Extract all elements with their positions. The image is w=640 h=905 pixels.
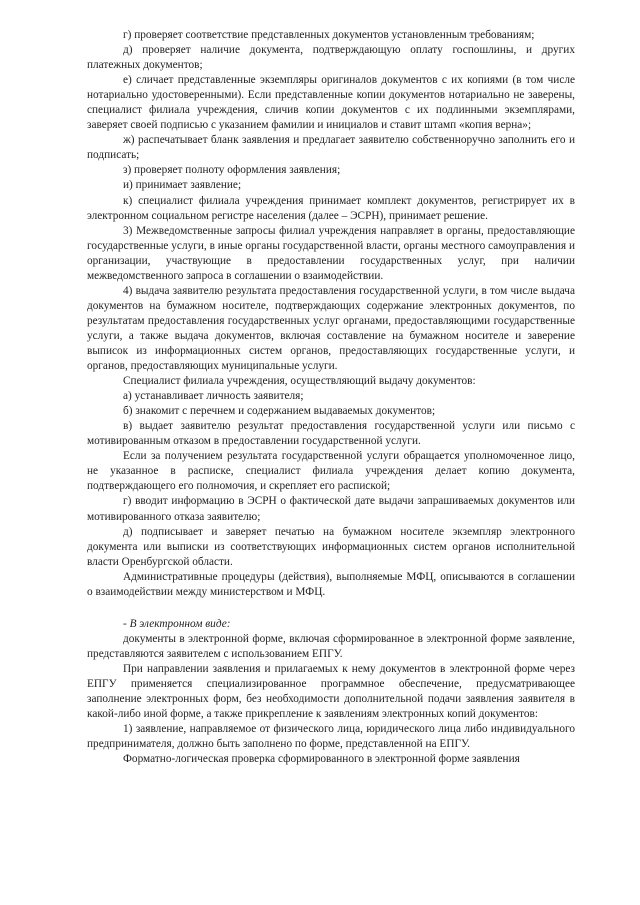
paragraph-g-enter-esrn: г) вводит информацию в ЭСРН о фактической дате выдачи запрашиваемых документов или мотивированного отказа заявителю; (87, 495, 575, 523)
paragraph-e-compare-copies: е) сличает представленные экземпляры оригиналов документов с их копиями (в том числе нотариально удостоверенными). Если представленные копии документов нотариально не заверены, специалист филиала учреждения, сличив копии документов с их подлинными экземплярами, заверяет своей подписью с указанием фамилии и инициалов и ставит штамп «копия верна»; (87, 74, 575, 132)
paragraph-4-issue-result: 4) выдача заявителю результата предоставления государственной услуги, в том числе выдача документов на бумажном носителе, подтверждающих содержание электронных документов, по результатам предоставления государственных услуг органами, предоставляющими государственные услуги, а также выдача документов, включая составление на бумажном носителе и заверение выписок из информационных систем органов, предоставляющих государственные услуги, и органов, предоставляющих муниципальные услуги. (87, 284, 575, 373)
paragraph-b-acquaint: б) знакомит с перечнем и содержанием выдаваемых документов; (123, 405, 436, 418)
paragraph-format-logic-check: Форматно-логическая проверка сформированного в электронной форме заявления (123, 753, 520, 766)
section-heading-electronic: - В электронном виде: (123, 617, 231, 630)
paragraph-authorized-person: Если за получением результата государственной услуги обращается уполномоченное лицо, не указанное в расписке, специалист филиала учреждения делает копию документа, подтверждающего его полномочия, и скрепляет его распиской; (87, 450, 575, 493)
paragraph-v-issue: в) выдает заявителю результат предоставления государственной услуги или письмо с мотивированным отказом в предоставлении государственной услуги. (87, 420, 575, 448)
paragraph-z-check-completeness: з) проверяет полноту оформления заявления; (123, 164, 341, 177)
paragraph-d-check-payment: д) проверяет наличие документа, подтверждающую оплату госпошлины, и других платежных документов; (87, 44, 575, 72)
paragraph-epgu-software: При направлении заявления и прилагаемых к нему документов в электронной форме через ЕПГУ применяется специализированное программное обеспечение, предусматривающее заполнение электронных форм, без необходимости дополнительной подачи заявления заявителя в какой-либо иной форме, а также прикрепление к заявлениям электронных копий документов: (87, 662, 575, 721)
paragraph-3-interagency-requests: 3) Межведомственные запросы филиал учреждения направляет в органы, предоставляющие государственные услуги, в иные органы государственной власти, органы местного самоуправления и организации, участвующие в предоставлении государственных услуг, при наличии межведомственного запроса в соглашении о взаимодействии. (87, 224, 575, 282)
document-page (87, 28, 575, 767)
paragraph-electronic-documents: документы в электронной форме, включая сформированное в электронной форме заявление, представляются заявителем с использованием ЕПГУ. (87, 632, 575, 660)
paragraph-d-sign-seal: д) подписывает и заверяет печатью на бумажном носителе экземпляр электронного документа или выписки из соответствующих информационных систем органов исполнительной власти Оренбургской области. (87, 525, 575, 568)
paragraph-k-register-documents: к) специалист филиала учреждения принимает комплект документов, регистрирует их в электронном социальном регистре населения (далее – ЭСРН), принимает решение. (87, 194, 575, 222)
paragraph-issuing-specialist: Специалист филиала учреждения, осуществляющий выдачу документов: (123, 375, 476, 388)
paragraph-zh-print-form: ж) распечатывает бланк заявления и предлагает заявителю собственноручно заполнить его и подписать; (87, 134, 575, 162)
paragraph-g-check-compliance: г) проверяет соответствие представленных документов установленным требованиям; (123, 29, 535, 41)
section-spacer (87, 600, 575, 617)
paragraph-mfc-procedures: Административные процедуры (действия), выполняемые МФЦ, описываются в соглашении о взаимодействии между министерством и МФЦ. (87, 570, 575, 598)
paragraph-a-identify: а) устанавливает личность заявителя; (123, 390, 304, 403)
paragraph-1-application-form: 1) заявление, направляемое от физического лица, юридического лица либо индивидуального предпринимателя, должно быть заполнено по форме, представленной на ЕПГУ. (87, 723, 575, 751)
paragraph-i-accept-application: и) принимает заявление; (123, 179, 242, 192)
